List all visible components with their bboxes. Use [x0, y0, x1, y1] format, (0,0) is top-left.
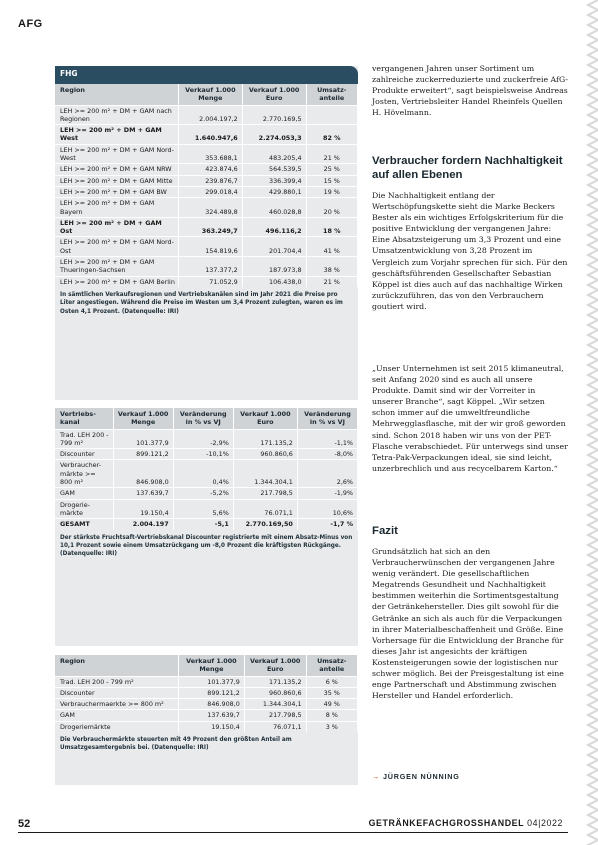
table-cell: 19.150,4: [113, 499, 173, 519]
article-heading: Verbraucher fordern Nachhaltigkeit auf allen Ebenen: [372, 155, 563, 181]
table-cell: 137.639,7: [113, 488, 173, 499]
table-cell: 25 %: [306, 164, 357, 175]
table-cell: 5,6%: [173, 499, 233, 519]
table-row: [55, 676, 358, 687]
table-cell: -1,9%: [297, 488, 357, 499]
table-cell: 171.135,2: [233, 429, 297, 449]
table-row: [55, 125, 358, 145]
table-cell: 2.004.197: [113, 519, 173, 530]
table-cell: 460.028,8: [242, 198, 306, 218]
table-cell: 10,6%: [297, 499, 357, 519]
table-row: [55, 257, 358, 277]
table-cell: 2.274.053,3: [242, 125, 306, 145]
table-cell: 76.071,1: [244, 721, 306, 732]
table-row: [55, 429, 358, 449]
table-cell: 106.438,0: [242, 276, 306, 287]
col-header: Verkauf 1.000 Menge: [178, 84, 242, 105]
table-row: [55, 175, 358, 186]
col-header: Verkauf 1.000 Euro: [242, 84, 306, 105]
table-cell: 899.121,2: [113, 449, 173, 460]
table-cell: 899.121,2: [178, 687, 244, 698]
table-cell: 20 %: [306, 198, 357, 218]
table-cell: LEH >= 200 m² + DM + GAM NRW: [55, 164, 178, 175]
table-row: [55, 699, 358, 710]
col-header: Vertriebs-kanal: [55, 408, 113, 429]
table-cell: 217.798,5: [233, 488, 297, 499]
table-cell: 846.908,0: [113, 460, 173, 488]
article-heading: Fazit: [372, 525, 398, 537]
table-cell: 3 %: [306, 721, 357, 732]
col-header: Verkauf 1.000 Euro: [233, 408, 297, 429]
table-cell: 299.018,4: [178, 186, 242, 197]
table-row: [55, 144, 358, 164]
table-row: [55, 721, 358, 732]
table-cell: 154.819,6: [178, 237, 242, 257]
article-body-3: [372, 546, 568, 701]
table-cell: 137.377,2: [178, 257, 242, 277]
table-cell: 101.377,9: [113, 429, 173, 449]
col-header: Veränderung in % vs VJ: [173, 408, 233, 429]
table-cell: 496.116,2: [242, 217, 306, 237]
table-cell: 2.004.197,2: [178, 105, 242, 125]
table-cell: -10,1%: [173, 449, 233, 460]
table-box-umsatzanteile: [55, 655, 358, 785]
col-header: Verkauf 1.000 Euro: [244, 655, 306, 676]
vertriebskanal-table: [55, 408, 358, 530]
table-cell: Trad. LEH 200 - 799 m²: [55, 429, 113, 449]
author-line: [372, 772, 460, 781]
table-cell: 0,4%: [173, 460, 233, 488]
table-cell: 19 %: [306, 186, 357, 197]
table-cell: 41 %: [306, 237, 357, 257]
table-cell: 960.860,6: [233, 449, 297, 460]
table-cell: Trad. LEH 200 - 799 m²: [55, 676, 178, 687]
table-row: [55, 460, 358, 488]
publication-info: [369, 818, 563, 828]
table-cell: 353.688,1: [178, 144, 242, 164]
arrow-icon: →: [372, 772, 380, 781]
table-cell: Verbraucher-märkte >= 800 m²: [55, 460, 113, 488]
table-cell: 217.798,5: [244, 710, 306, 721]
table-cell: Drogeriemärkte: [55, 721, 178, 732]
table-box-fhg: [55, 66, 358, 400]
table-row: [55, 449, 358, 460]
article-intro: [372, 63, 568, 118]
table-cell: -1,7 %: [297, 519, 357, 530]
table-row: [55, 710, 358, 721]
table-caption: Der stärkste Fruchtsaft-Vertriebskanal Discounter registrierte mit einem Absatz-Minus von 10,1 Prozent sowie einem Umsatzrückgang um -8,0 Prozent die kräftigsten Rückgänge. (Datenquelle: IRI): [60, 534, 353, 558]
table-cell: Discounter: [55, 449, 113, 460]
table-cell: 18 %: [306, 217, 357, 237]
table-cell: 101.377,9: [178, 676, 244, 687]
table-row: [55, 488, 358, 499]
table-cell: 82 %: [306, 125, 357, 145]
article-body-1: [372, 190, 568, 312]
table-row: [55, 519, 358, 530]
table-cell: LEH >= 200 m² + DM + GAM Nord-Ost: [55, 237, 178, 257]
table-row: [55, 105, 358, 125]
table-cell: 846.908,0: [178, 699, 244, 710]
col-header: Umsatz-anteile: [306, 655, 357, 676]
table-cell: 201.704,4: [242, 237, 306, 257]
table-cell: 239.876,7: [178, 175, 242, 186]
section-tag: AFG: [18, 18, 43, 30]
table-cell: LEH >= 200 m² + DM + GAM BW: [55, 186, 178, 197]
footer-rule: [18, 832, 568, 833]
table-cell: 38 %: [306, 257, 357, 277]
table-cell: 2.770.169,50: [233, 519, 297, 530]
author-name: JÜRGEN NÜNNING: [383, 772, 460, 781]
table-cell: LEH >= 200 m² + DM + GAM Nord-West: [55, 144, 178, 164]
fhg-table: [55, 84, 358, 287]
table-cell: LEH >= 200 m² + DM + GAM Thueringen-Sachsen: [55, 257, 178, 277]
table-cell: Discounter: [55, 687, 178, 698]
table-cell: 2.770.169,5: [242, 105, 306, 125]
table-row: [55, 499, 358, 519]
table-caption: In sämtlichen Verkaufsregionen und Vertriebskanälen sind im Jahr 2021 die Preise pro Liter angestiegen. Während die Preise im Westen um 3,4 Prozent zulegten, waren es im Osten 4,1 Prozent. (Datenquelle: IRI): [60, 291, 343, 315]
table-cell: Verbrauchermaerkte >= 800 m²: [55, 699, 178, 710]
table-row: [55, 276, 358, 287]
table-cell: -5,1: [173, 519, 233, 530]
table-row: [55, 237, 358, 257]
table-cell: 336.399,4: [242, 175, 306, 186]
table-cell: 171.135,2: [244, 676, 306, 687]
table-row: [55, 186, 358, 197]
table-cell: 363.249,7: [178, 217, 242, 237]
article-paragraph: „Unser Unternehmen ist seit 2015 klimaneutral, seit Anfang 2020 sind es auch all unsere Produkte. Damit sind wir der Vorreiter in unserer Branche“, sagt Köppel. „Wir setzen schon immer auf die umweltfreundliche Mehrwegglasflasche, mit der wir groß geworden sind. Schon 2018 haben wir uns von der PET-Flasche verabschiedet. Für unterwegs sind unser Tetra-Pak-Verpackungen ideal, sie sind leicht, unzerbrechlich und aus recycelbarem Karton.“: [372, 364, 568, 473]
table-cell: GAM: [55, 710, 178, 721]
table-cell: 960.860,6: [244, 687, 306, 698]
table-cell: LEH >= 200 m² + DM + GAM Bayern: [55, 198, 178, 218]
table-cell: 1.344.304,1: [244, 699, 306, 710]
table-cell: GESAMT: [55, 519, 113, 530]
table-cell: 1.344.304,1: [233, 460, 297, 488]
article-paragraph: Die Nachhaltigkeit entlang der Wertschöpfungskette sieht die Marke Beckers Bester als ein wichtiges Erfolgskriterium für die positive Entwicklung der vergangenen Jahre: Eine Absatzsteigerung um 3,3 Prozent und eine Umsatzentwicklung von 3,28 Prozent im Vergleich zum Vorjahr sprechen für sich. Für den geschäftsführenden Gesellschafter Sebastian Köppel ist dies auch auf das nachhaltige Wirken zurückzuführen, das von den Verbrauchern goutiert wird.: [372, 191, 568, 311]
table-cell: 21 %: [306, 276, 357, 287]
table-cell: -1,1%: [297, 429, 357, 449]
table-cell: 15 %: [306, 175, 357, 186]
col-header: Region: [55, 655, 178, 676]
table-cell: -2,9%: [173, 429, 233, 449]
col-header: Verkauf 1.000 Menge: [178, 655, 244, 676]
table-cell: LEH >= 200 m² + DM + GAM Ost: [55, 217, 178, 237]
table-cell: 324.489,8: [178, 198, 242, 218]
col-header: Veränderung in % vs VJ: [297, 408, 357, 429]
table-row: [55, 198, 358, 218]
table-cell: 187.973,8: [242, 257, 306, 277]
table-cell: 564.539,5: [242, 164, 306, 175]
table-cell: 76.071,1: [233, 499, 297, 519]
table-cell: LEH >= 200 m² + DM + GAM nach Regionen: [55, 105, 178, 125]
table-caption: Die Verbrauchermärkte steuerten mit 49 Prozent den größten Anteil am Umsatzgesamtergebnis bei. (Datenquelle: IRI): [60, 737, 292, 752]
umsatzanteile-table: [55, 655, 358, 732]
col-header: Region: [55, 84, 178, 105]
table-cell: 429.880,1: [242, 186, 306, 197]
table-cell: 21 %: [306, 144, 357, 164]
table-cell: 35 %: [306, 687, 357, 698]
table-cell: 483.205,4: [242, 144, 306, 164]
table-cell: -5,2%: [173, 488, 233, 499]
table-row: [55, 164, 358, 175]
table-cell: -8,0%: [297, 449, 357, 460]
table-cell: 8 %: [306, 710, 357, 721]
table-cell: 49 %: [306, 699, 357, 710]
table-cell: LEH >= 200 m² + DM + GAM West: [55, 125, 178, 145]
col-header: Umsatz-anteile: [306, 84, 357, 105]
article-body-2: [372, 363, 568, 474]
table-cell: LEH >= 200 m² + DM + GAM Berlin: [55, 276, 178, 287]
col-header: Verkauf 1.000 Menge: [113, 408, 173, 429]
table-cell: 423.874,6: [178, 164, 242, 175]
table-box-vertriebskanal: [55, 408, 358, 646]
issue-number: 04|2022: [527, 818, 563, 828]
table-cell: Drogerie-märkte: [55, 499, 113, 519]
table-cell: LEH >= 200 m² + DM + GAM Mitte: [55, 175, 178, 186]
page-number: 52: [18, 818, 31, 830]
table-row: [55, 687, 358, 698]
table-cell: 2,6%: [297, 460, 357, 488]
table-cell: 6 %: [306, 676, 357, 687]
article-paragraph: vergangenen Jahren unser Sortiment um zahlreiche zuckerreduzierte und zuckerfreie AfG-Produkte erweitert“, sagt beispielsweise Andreas Josten, Vertriebsleiter Handel Rheinfels Quellen H. Hövelmann.: [372, 64, 568, 118]
table-cell: [306, 105, 357, 125]
publication-name: GETRÄNKEFACHGROSSHANDEL: [368, 818, 525, 828]
table-cell: 19.150,4: [178, 721, 244, 732]
table-row: [55, 217, 358, 237]
article-paragraph: Grundsätzlich hat sich an den Verbraucherwünschen der vergangenen Jahre wenig verändert. Die gesellschaftlichen Megatrends Gesundheit und Nachhaltigkeit bestimmen weiterhin die Sortimentsgestaltung der Getränkehersteller. Dies gilt sowohl für die Getränke an sich als auch für die Verpackungen in ihrer Materialbeschaffenheit und Größe. Eine Vorhersage für die Entwicklung der Branche für dieses Jahr ist angesichts der kräftigen Kostensteigerungen sowie der logistischen nur schwer möglich. Bei der Preisgestaltung ist eine enge Partnerschaft und Abstimmung zwischen Hersteller und Handel erforderlich.: [372, 547, 564, 701]
table-cell: GAM: [55, 488, 113, 499]
table-cell: 71.052,9: [178, 276, 242, 287]
table-cell: 1.640.947,6: [178, 125, 242, 145]
zigzag-edge-decoration: [574, 0, 598, 845]
table-title: FHG: [55, 66, 358, 84]
table-cell: 137.639,7: [178, 710, 244, 721]
